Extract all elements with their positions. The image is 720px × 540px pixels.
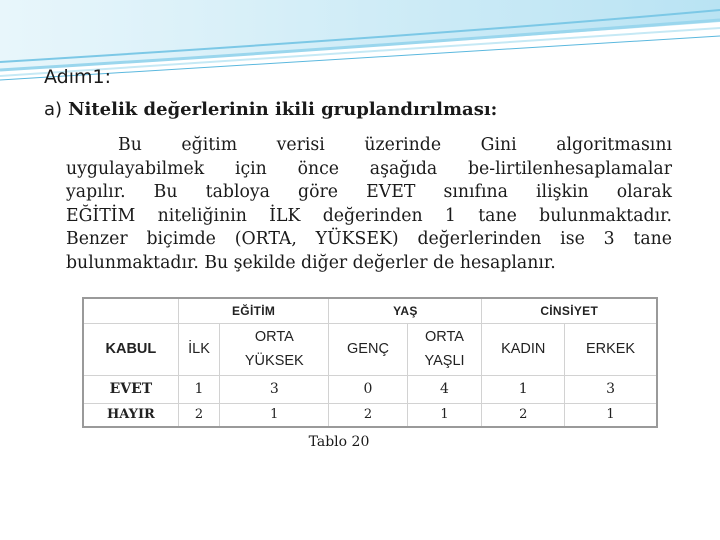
table-cell: 1 [565,403,657,427]
group-header-egitim: EĞİTİM [178,298,329,323]
step-label: Adım1: [44,66,112,88]
table-cell: 4 [407,375,482,403]
paragraph-line-text: Bu eğitim verisi üzerinde Gini algoritmasını [118,135,672,155]
heading-title: Nitelik değerlerinin ikili gruplandırılması: [68,99,498,120]
paragraph-line: Benzer biçimde (ORTA, YÜKSEK) değerlerinden ise 3 tane [66,229,672,250]
table-cell: 1 [220,403,329,427]
corner-cell [83,298,178,323]
row-label-evet: EVET [83,375,178,403]
column-header: ERKEK [565,323,657,375]
table-cell: 3 [220,375,329,403]
table-row-evet [83,375,657,403]
table-cell: 3 [565,375,657,403]
paragraph-line [66,134,672,158]
table-caption: Tablo 20 [308,434,370,450]
paragraph-line: bulunmaktadır. Bu şekilde diğer değerler de hesaplanır. [66,252,556,273]
paragraph-line: uygulayabilmek için önce aşağıda be-lirtilenhesaplamalar [66,158,672,179]
column-header: İLK [178,323,220,375]
table-cell: 2 [178,403,220,427]
column-header: ORTA YÜKSEK [220,323,329,375]
table-cell: 2 [329,403,407,427]
section-heading [44,99,497,120]
table-cell: 1 [178,375,220,403]
group-header-yas: YAŞ [329,298,482,323]
table-header-row [83,298,657,323]
description-paragraph [66,134,672,276]
table-row-hayir [83,403,657,427]
paragraph-line: yapılır. Bu tabloya göre EVET sınıfına ilişkin olarak [66,182,672,203]
table-cell: 0 [329,375,407,403]
heading-marker: a) [44,99,63,120]
row-label-hayir: HAYIR [83,403,178,427]
column-header: ORTA YAŞLI [407,323,482,375]
column-header: KADIN [482,323,565,375]
group-header-cinsiyet: CİNSİYET [482,298,657,323]
table-cell: 2 [482,403,565,427]
table-values-row [83,323,657,375]
paragraph-line: EĞİTİM niteliğinin İLK değerinden 1 tane bulunmaktadır. [66,205,672,226]
table-cell: 1 [482,375,565,403]
attribute-count-table [82,297,658,428]
column-header: GENÇ [329,323,407,375]
row-label-kabul: KABUL [83,323,178,375]
table-cell: 1 [407,403,482,427]
